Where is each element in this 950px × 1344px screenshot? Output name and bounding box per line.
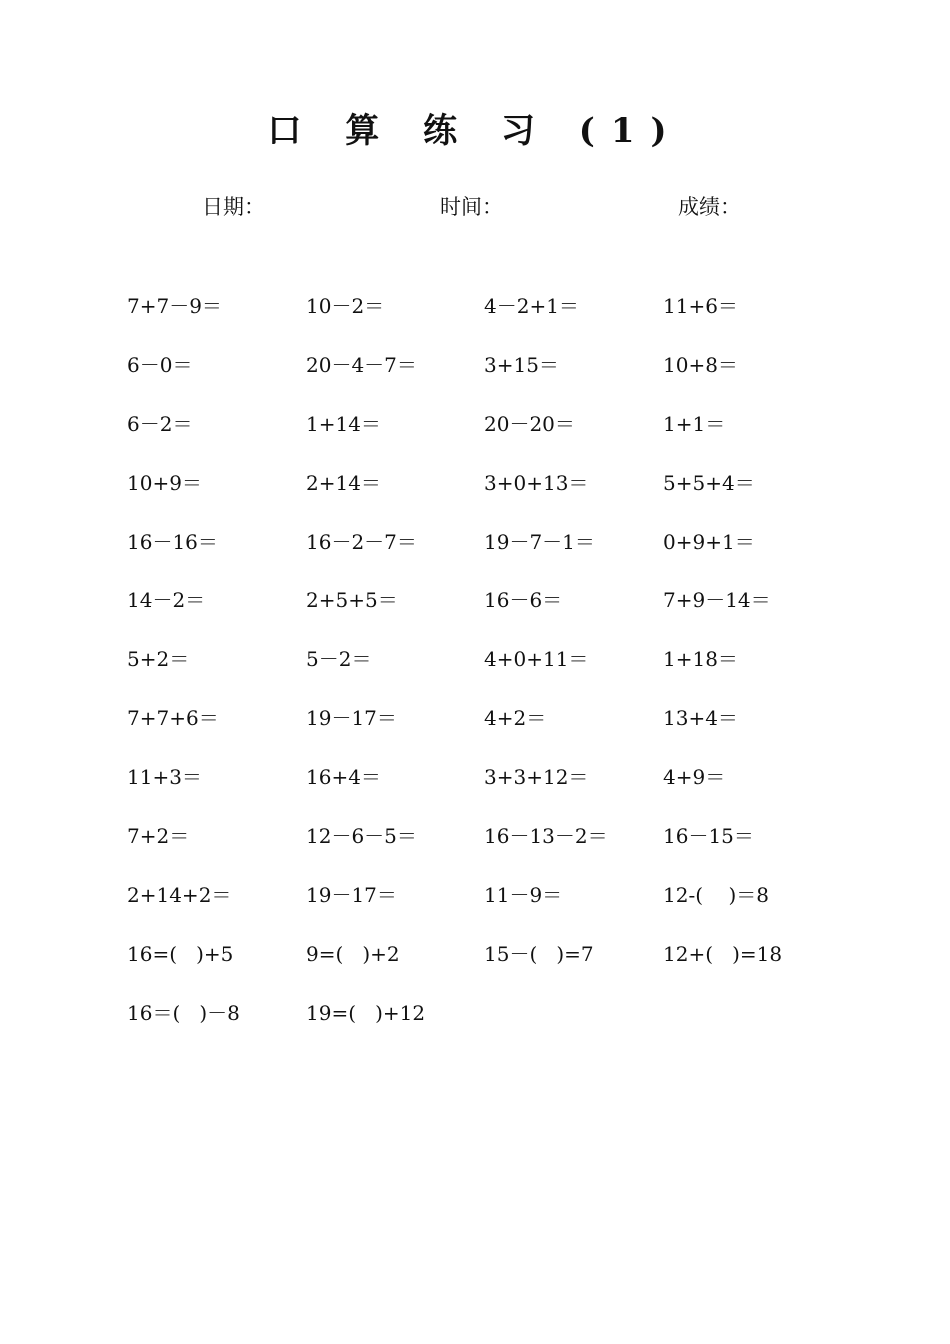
page-title: 口 算 练 习 (1) xyxy=(267,111,683,151)
problem-row xyxy=(127,526,847,585)
math-problem: 16－13－2＝ xyxy=(484,824,608,849)
math-problem: 2+14＝ xyxy=(306,470,381,495)
problem-row xyxy=(127,584,847,643)
math-problem: 1+18＝ xyxy=(663,647,738,672)
math-problem: 10－2＝ xyxy=(306,294,385,318)
math-problem: 16－15＝ xyxy=(663,824,754,849)
math-problem: 7+2＝ xyxy=(127,824,190,849)
math-problem: 11+3＝ xyxy=(127,765,202,790)
math-problem: 2+14+2＝ xyxy=(127,882,232,907)
math-problem: 13+4＝ xyxy=(663,706,738,731)
math-problem: 6－2＝ xyxy=(127,411,193,436)
math-problem: 15－( )=7 xyxy=(484,941,594,966)
math-problem: 7+9－14＝ xyxy=(663,588,771,613)
problem-row xyxy=(127,349,847,408)
math-problem: 1+14＝ xyxy=(306,411,381,436)
date-label: 日期： xyxy=(202,195,265,219)
math-problem: 11+6＝ xyxy=(663,294,738,318)
math-problem: 5+2＝ xyxy=(127,647,190,672)
math-problem: 19=( )+12 xyxy=(306,1000,426,1025)
problem-row xyxy=(127,820,847,879)
math-problem: 1+1＝ xyxy=(663,411,726,436)
math-problem: 12－6－5＝ xyxy=(306,824,417,849)
math-problem: 3+15＝ xyxy=(484,352,559,377)
math-problem: 3+3+12＝ xyxy=(484,765,589,790)
math-problem: 12-( )＝8 xyxy=(663,882,769,907)
math-problem: 4－2+1＝ xyxy=(484,294,579,318)
math-problem: 16－16＝ xyxy=(127,529,218,554)
problem-row xyxy=(127,643,847,702)
math-problem: 16＝( )－8 xyxy=(127,1000,240,1025)
math-problem: 5－2＝ xyxy=(306,647,372,672)
problem-row xyxy=(127,467,847,526)
math-problem: 16－2－7＝ xyxy=(306,529,417,554)
math-problem: 5+5+4＝ xyxy=(663,470,755,495)
math-problem: 9=( )+2 xyxy=(306,941,400,966)
math-problem: 7+7+6＝ xyxy=(127,706,219,731)
problem-row xyxy=(127,702,847,761)
problem-row xyxy=(127,761,847,820)
math-problem: 2+5+5＝ xyxy=(306,588,398,613)
math-problem: 10+8＝ xyxy=(663,352,738,377)
time-label: 时间： xyxy=(440,195,503,219)
math-problem: 19－7－1＝ xyxy=(484,529,595,554)
math-problem: 16+4＝ xyxy=(306,765,381,790)
math-problem: 16－6＝ xyxy=(484,588,563,613)
problem-row xyxy=(127,290,847,349)
math-problem: 11－9＝ xyxy=(484,882,563,907)
problem-row xyxy=(127,408,847,467)
problem-grid xyxy=(127,290,847,1056)
math-problem: 20－20＝ xyxy=(484,411,575,436)
problem-row xyxy=(127,879,847,938)
problem-row xyxy=(127,997,847,1056)
math-problem: 10+9＝ xyxy=(127,470,202,495)
math-problem: 16=( )+5 xyxy=(127,941,234,966)
math-problem: 19－17＝ xyxy=(306,706,397,731)
math-problem: 12+( )=18 xyxy=(663,941,783,966)
math-problem: 0+9+1＝ xyxy=(663,529,755,554)
math-problem: 20－4－7＝ xyxy=(306,352,417,377)
math-problem: 14－2＝ xyxy=(127,588,206,613)
math-problem: 4+9＝ xyxy=(663,765,726,790)
math-problem: 19－17＝ xyxy=(306,882,397,907)
score-label: 成绩： xyxy=(678,195,741,219)
math-problem: 4+2＝ xyxy=(484,706,547,731)
problem-row xyxy=(127,938,847,997)
math-problem: 6－0＝ xyxy=(127,352,193,377)
math-problem: 3+0+13＝ xyxy=(484,470,589,495)
math-problem: 4+0+11＝ xyxy=(484,647,589,672)
math-problem: 7+7－9＝ xyxy=(127,294,222,318)
